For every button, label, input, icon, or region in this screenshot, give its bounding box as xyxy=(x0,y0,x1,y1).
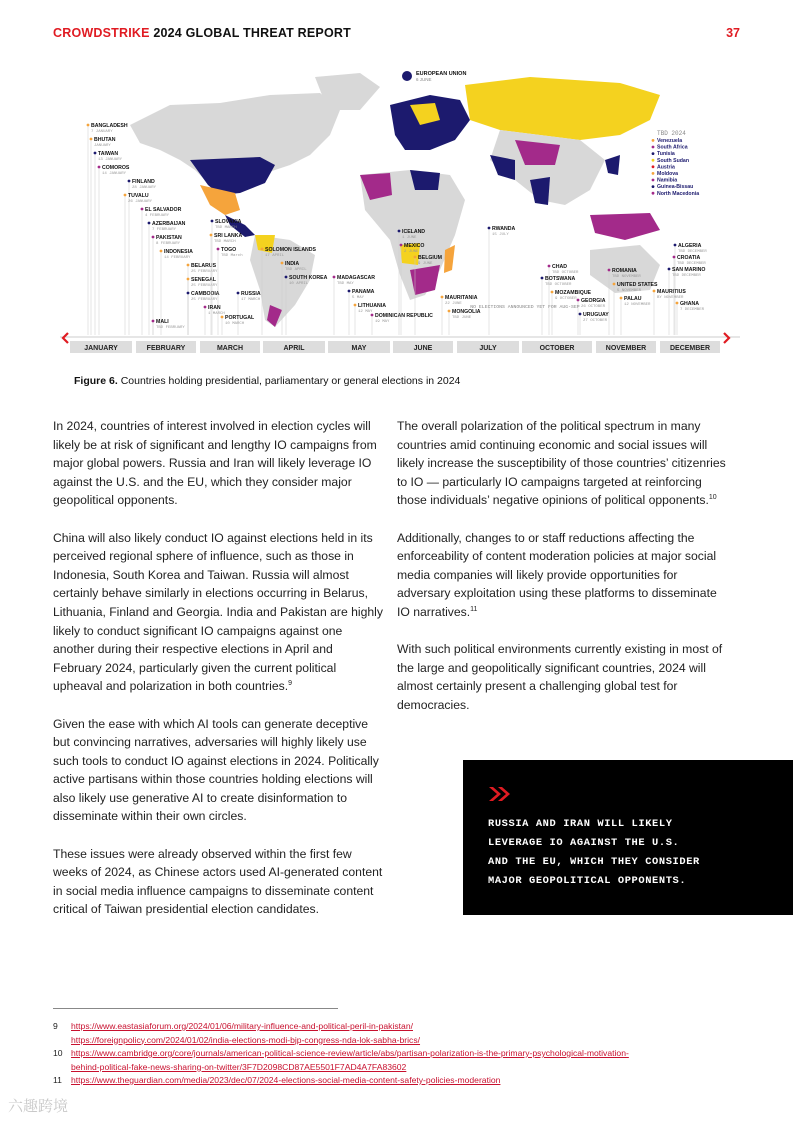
footnote-10-link-cont[interactable]: behind-political-fake-news-sharing-on-twitter/3F7D2098CD87AE5501F7AD4A7FA83602 xyxy=(71,1061,407,1072)
footnote-9-link-2[interactable]: https://foreignpolicy.com/2024/01/02/india-elections-modi-bjp-congress-nda-lok-sabha-brics/ xyxy=(71,1034,421,1045)
country-name: TUVALU xyxy=(128,193,149,199)
country-date: 15 JULY xyxy=(492,233,509,237)
country-name: PAKISTAN xyxy=(156,235,182,241)
country-name: BANGLADESH xyxy=(91,123,128,129)
right-paragraph-3: With such political environments currently existing in most of the large and geopolitically significant countries, 2024 will almost certainly present a challenging global test for democracies. xyxy=(397,642,723,712)
country-date: 2 JUNE xyxy=(404,250,419,254)
country-date: 12 NOVEMBER xyxy=(624,303,651,307)
country-name: SLOVAKIA xyxy=(215,219,242,225)
country-date: 26 JANUARY xyxy=(128,200,153,204)
month-tab[interactable] xyxy=(136,341,196,353)
country-name: CAMBODIA xyxy=(191,291,220,297)
country-name: MONGOLIA xyxy=(452,309,481,315)
country-date: TBD DECEMBER xyxy=(677,262,706,266)
country-name: SENEGAL xyxy=(191,277,217,283)
pull-quote xyxy=(463,760,793,915)
country-date: TBD DECEMBER xyxy=(672,274,701,278)
month-label: JUNE xyxy=(413,345,433,352)
country-name: PORTUGAL xyxy=(225,315,255,321)
country-date: 4 FEBRUARY xyxy=(145,214,170,218)
country-name: MADAGASCAR xyxy=(337,275,376,281)
country-name: TAIWAN xyxy=(98,151,119,157)
country-name: CHAD xyxy=(552,264,567,270)
tbd-item: North Macedonia xyxy=(657,190,700,197)
tbd-item: Moldova xyxy=(657,171,679,177)
country-date: BY NOVEMBER xyxy=(657,296,684,300)
left-paragraph-2: China will also likely conduct IO against elections held in its perceived regional sphere of influence, such as those in Indonesia, South Korea and Taiwan. Russia will almost certainly behave similarly in elections occurring in Belarus, Lithuania, Finland and Georgia. India and Pakistan are highly likely to conduct significant IO campaigns against one another during their respective elections in April and February 2024, particularly given the current political upheaval and polarization in both countries.$^9$ xyxy=(53,530,383,694)
footnote-ref-9[interactable]: 9 xyxy=(288,680,293,688)
country-label xyxy=(676,301,705,335)
country-date: 22 JUNE xyxy=(445,302,462,306)
country-date: 7 DECEMBER xyxy=(680,308,705,312)
country-date: 27 OCTOBER xyxy=(583,319,608,323)
country-label xyxy=(371,313,434,335)
no-elections-label: NO ELECTIONS ANNOUNCED YET FOR AUG-SEP xyxy=(470,305,580,310)
page-number: 37 xyxy=(726,26,740,40)
month-tab[interactable] xyxy=(328,341,390,353)
country-date: TBD NOVEMBER xyxy=(612,275,641,279)
country-name: RWANDA xyxy=(492,226,516,232)
watermark-logo: 六趣跨境 xyxy=(8,1098,69,1115)
tbd-item: Austria xyxy=(657,164,675,171)
country-name: TOGO xyxy=(221,247,237,253)
country-name: PALAU xyxy=(624,296,642,302)
country-name: PANAMA xyxy=(352,289,375,295)
country-name: BELARUS xyxy=(191,263,217,269)
country-name: UNITED STATES xyxy=(617,282,658,288)
country-label xyxy=(579,312,610,335)
figure-caption xyxy=(74,375,460,387)
month-timeline xyxy=(60,337,740,353)
country-name: FINLAND xyxy=(132,179,155,185)
month-label: JULY xyxy=(479,345,497,352)
right-column xyxy=(397,417,727,733)
country-label xyxy=(448,309,481,335)
country-date: 7 FEBRUARY xyxy=(152,228,177,232)
country-date: 19 MAY xyxy=(375,320,390,324)
tbd-item: Namibia xyxy=(657,177,678,184)
country-date: 17 MARCH xyxy=(241,298,261,302)
election-map xyxy=(60,65,740,360)
next-arrow-icon[interactable] xyxy=(724,333,729,343)
country-date: 26 OCTOBER xyxy=(581,305,606,309)
country-name: MAURITIUS xyxy=(657,289,686,295)
tbd-item: South Africa xyxy=(657,144,688,151)
tbd-item: South Sudan xyxy=(657,157,689,164)
country-name: URUGUAY xyxy=(583,312,609,318)
footnote-ref-10[interactable]: 10 xyxy=(708,494,717,502)
country-name: EL SALVADOR xyxy=(145,207,182,213)
country-label xyxy=(613,282,658,335)
country-date: TBD FEBRUARY xyxy=(156,326,185,330)
month-label: OCTOBER xyxy=(539,345,575,352)
country-label xyxy=(620,296,651,335)
left-paragraph-1: In 2024, countries of interest involved in election cycles will likely be at risk of significant and lengthy IO campaigns from major global powers. Russia and Iran will likely leverage IO against the U.S. and the EU, which they consider major geopolitical opponents. xyxy=(53,419,377,508)
country-date: TBD March xyxy=(221,254,243,258)
country-name: DOMINICAN REPUBLIC xyxy=(375,313,433,319)
country-date: 5 MAY xyxy=(352,296,365,300)
country-name: INDONESIA xyxy=(164,249,193,255)
country-name: AZERBAIJAN xyxy=(152,221,186,227)
footnote-11-link[interactable]: https://www.theguardian.com/media/2023/dec/07/2024-elections-social-media-content-safety-policies-moderation xyxy=(71,1075,501,1085)
country-date: 10 APRIL xyxy=(289,282,309,286)
month-tab[interactable] xyxy=(393,341,453,353)
country-date: JANUARY xyxy=(94,144,111,148)
month-tab[interactable] xyxy=(522,341,592,353)
country-date: 8 FEBRUARY xyxy=(156,242,181,246)
country-name: ROMANIA xyxy=(612,268,637,274)
country-date: 9 JUNE xyxy=(418,262,433,266)
country-name: GHANA xyxy=(680,301,700,307)
country-label xyxy=(152,319,186,335)
caption-text: Countries holding presidential, parliamentary or general elections in 2024 xyxy=(120,375,461,387)
country-date: 13 JANUARY xyxy=(98,158,123,162)
month-tab[interactable] xyxy=(660,341,720,353)
country-label xyxy=(488,226,516,335)
brand-name: CROWDSTRIKE xyxy=(53,26,150,40)
report-header xyxy=(53,26,351,40)
month-tab[interactable] xyxy=(596,341,656,353)
month-label: MARCH xyxy=(216,345,244,352)
country-date: 25 FEBRUARY xyxy=(191,284,218,288)
country-date: TBD JUNE xyxy=(452,316,472,320)
footnote-ref-11[interactable]: 11 xyxy=(470,605,478,613)
left-paragraph-4: These issues were already observed within the first few weeks of 2024, as Chinese actors used AI-generated content in social media influence campaigns to disseminate content critical of Taiwan presidential election candidates. xyxy=(53,846,383,917)
country-date: 25 FEBRUARY xyxy=(191,270,218,274)
report-title: 2024 GLOBAL THREAT REPORT xyxy=(153,26,351,40)
country-name: MOZAMBIQUE xyxy=(555,290,592,296)
country-date: 28 JANUARY xyxy=(132,186,157,190)
month-label: DECEMBER xyxy=(669,345,711,352)
country-label xyxy=(94,151,123,335)
left-paragraph-3: Given the ease with which AI tools can generate deceptive but convincing narratives, adversaries will highly likely use such tools to conduct IO against elections in 2024. Politically active partisans within those countries holding elections will also likely use generative AI to create disinformation to disseminate within their own circles. xyxy=(53,716,379,824)
footnote-9-link-1[interactable]: https://www.eastasiaforum.org/2024/01/06/military-influence-and-political-peril-in-pakistan/ xyxy=(71,1021,413,1031)
eu-label: EUROPEAN UNION xyxy=(416,71,467,77)
month-label: MAY xyxy=(351,345,367,352)
country-date: TBD APRIL xyxy=(285,268,307,272)
svg-text:TBD 2024: TBD 2024 xyxy=(657,130,686,137)
right-paragraph-1: The overall polarization of the political spectrum in many countries amid continuing economic and social issues will likely increase the susceptibility of those countries’ citizenries to IO — particularly IO campaigns targeted at reinforcing those individuals’ negative opinions of political opponents.$^{10}$ xyxy=(397,419,726,508)
country-date: TBD OCTOBER xyxy=(552,271,579,275)
country-date: TBD MAY xyxy=(337,282,354,286)
month-label: NOVEMBER xyxy=(605,345,647,352)
tbd-item: Venezuela xyxy=(657,138,683,144)
country-date: TBD OCTOBER xyxy=(545,283,572,287)
footnote-10: 10 https://www.cambridge.org/core/journals/american-political-science-review/article/abs/partisan-polarization-is-the-primary-psychological-motivation- behind-political-fake-news-sharing-on-twitter/3F7D2098CD87AE5501F7AD4A7FA83602 xyxy=(53,1048,629,1072)
month-tab[interactable] xyxy=(200,341,260,353)
country-date: 25 FEBRUARY xyxy=(191,298,218,302)
country-date: TBD DECEMBER xyxy=(678,250,707,254)
tbd-legend xyxy=(657,130,686,137)
tbd-item: Guinea-Bissau xyxy=(657,184,694,191)
pull-quote-text: RUSSIA AND IRAN WILL LIKELY LEVERAGE IO AGAINST THE U.S. AND THE EU, WHICH THEY CONSIDER MAJOR GEOPOLITICAL OPPONENTS. xyxy=(488,818,700,887)
country-label xyxy=(653,289,687,335)
country-date: 12 MAY xyxy=(358,310,373,314)
prev-arrow-icon[interactable] xyxy=(63,333,68,343)
country-name: RUSSIA xyxy=(241,291,261,297)
footnote-9: 9 https://www.eastasiaforum.org/2024/01/06/military-influence-and-political-peril-in-pakistan/ https://foreignpolicy.com/2024/01/02/india-elections-modi-bjp-congress-nda-lok-sabha-brics/ xyxy=(53,1021,421,1045)
tbd-item: Tunisia xyxy=(657,151,675,158)
country-name: ICELAND xyxy=(402,229,426,235)
country-name: LITHUANIA xyxy=(358,303,386,309)
footnote-11: 11 https://www.theguardian.com/media/2023/dec/07/2024-elections-social-media-content-safety-policies-moderation xyxy=(53,1075,501,1085)
country-name: BHUTAN xyxy=(94,137,116,143)
country-date: 5 NOVEMBER xyxy=(617,289,642,293)
left-column xyxy=(53,417,383,938)
country-label xyxy=(237,291,261,335)
month-label: APRIL xyxy=(283,345,305,352)
country-name: SOLOMON ISLANDS xyxy=(265,247,317,253)
country-name: SOUTH KOREA xyxy=(289,275,328,281)
country-date: 10 MARCH xyxy=(225,322,245,326)
month-tab[interactable] xyxy=(70,341,132,353)
month-label: JANUARY xyxy=(84,345,118,352)
world-land xyxy=(130,73,660,327)
country-date: 14 JANUARY xyxy=(102,172,127,176)
country-name: MALI xyxy=(156,319,169,325)
country-name: COMOROS xyxy=(102,165,130,171)
month-label: FEBRUARY xyxy=(146,345,186,352)
country-name: MAURITANIA xyxy=(445,295,478,301)
country-date: 17 APRIL xyxy=(265,254,285,258)
country-date: TBD MARCH xyxy=(215,226,237,230)
country-date: 1 JUNE xyxy=(402,236,417,240)
country-label xyxy=(354,303,387,335)
double-chevron-icon xyxy=(488,786,512,802)
country-name: BELGIUM xyxy=(418,255,442,261)
country-date: 14 FEBRUARY xyxy=(164,256,191,260)
tbd-list xyxy=(652,138,700,197)
month-tab[interactable] xyxy=(457,341,519,353)
country-name: BOTSWANA xyxy=(545,276,576,282)
footnote-divider xyxy=(53,1008,338,1009)
country-date: 9 OCTOBER xyxy=(555,297,577,301)
eu-date: 6 JUNE xyxy=(416,77,432,82)
country-name: ALGERIA xyxy=(678,243,702,249)
country-name: IRAN xyxy=(208,305,221,311)
month-tab[interactable] xyxy=(263,341,325,353)
country-date: 7 JANUARY xyxy=(91,130,113,134)
country-name: CROATIA xyxy=(677,255,701,261)
footnote-10-link[interactable]: https://www.cambridge.org/core/journals/american-political-science-review/article/abs/partisan-polarization-is-the-primary-psychological-motivation- xyxy=(71,1048,629,1058)
caption-label: Figure 6. xyxy=(74,375,118,387)
country-name: INDIA xyxy=(285,261,300,267)
country-name: SAN MARINO xyxy=(672,267,706,273)
country-name: SRI LANKA xyxy=(214,233,243,239)
country-date: TBD MARCH xyxy=(214,240,236,244)
country-name: MEXICO xyxy=(404,243,425,249)
country-date: 1 MARCH xyxy=(208,312,225,316)
country-label xyxy=(441,295,478,335)
country-name: GEORGIA xyxy=(581,298,606,304)
right-paragraph-2: Additionally, changes to or staff reductions affecting the enforceability of content moderation policies at major social media companies will likely provide opportunities for adversary exploitation using these platforms to disseminate IO narratives.$^{11}$ xyxy=(397,530,717,619)
